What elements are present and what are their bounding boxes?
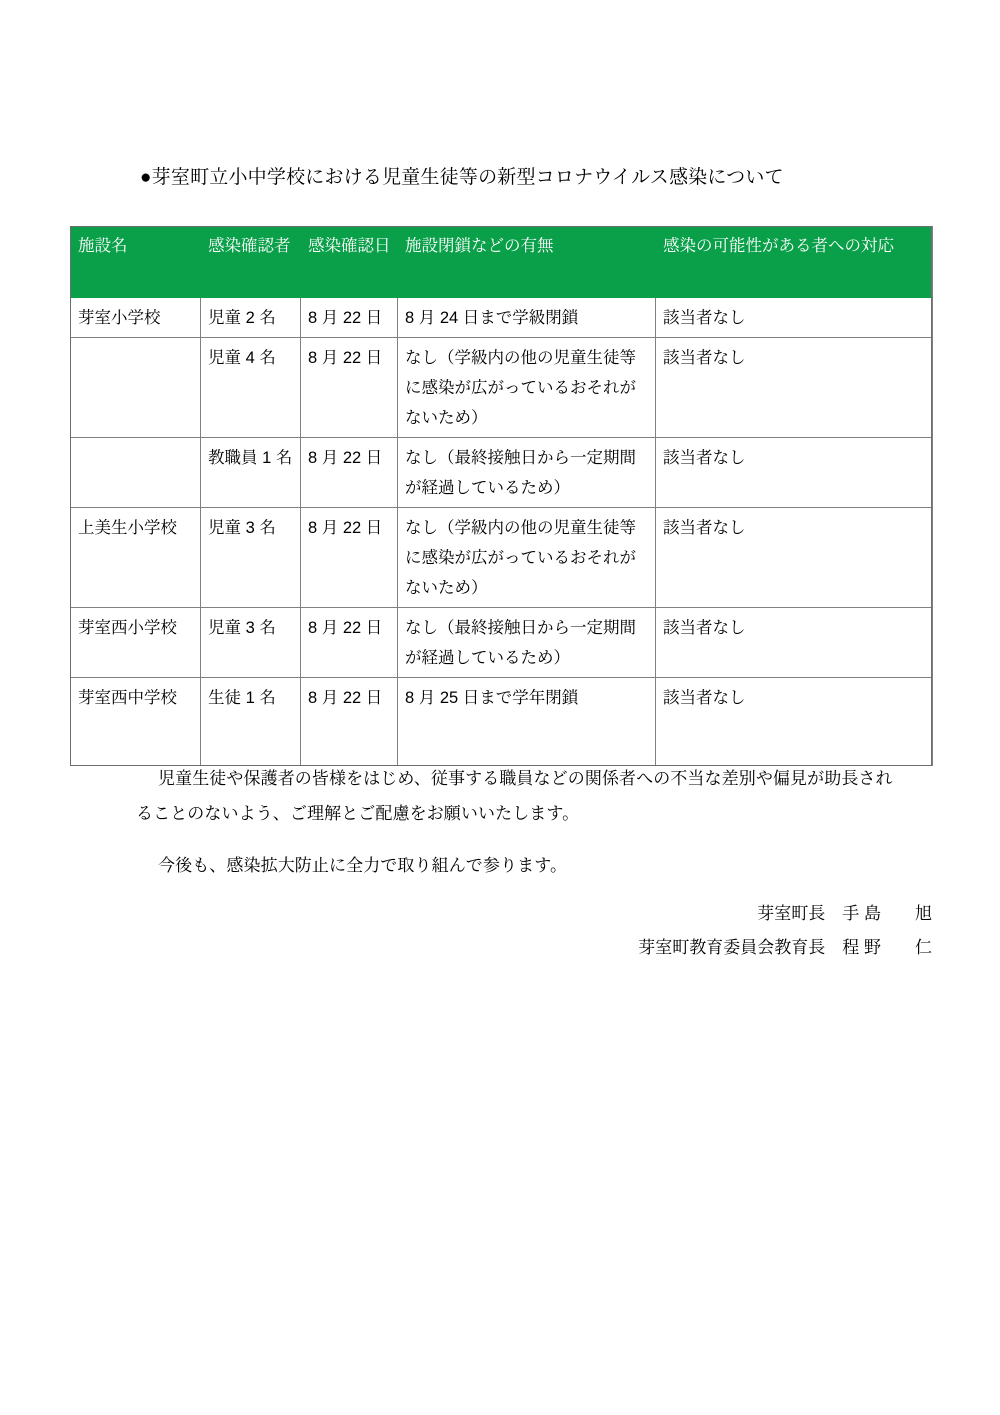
- table-row: [71, 678, 933, 766]
- signature-education-superintendent: 芽室町教育委員会教育長 程 野 仁: [638, 938, 932, 957]
- cell-facility: [71, 338, 201, 438]
- cell-closure: なし（最終接触日から一定期間が経過しているため）: [398, 608, 656, 678]
- cell-facility: 上美生小学校: [71, 508, 201, 608]
- cell-closure: 8 月 24 日まで学級閉鎖: [398, 298, 656, 338]
- cell-response: 該当者なし: [656, 608, 933, 678]
- infection-table: [70, 226, 933, 766]
- cell-facility: 芽室西小学校: [71, 608, 201, 678]
- cell-facility: 芽室西中学校: [71, 678, 201, 766]
- cell-closure: なし（学級内の他の児童生徒等に感染が広がっているおそれがないため）: [398, 508, 656, 608]
- cell-response: 該当者なし: [656, 298, 933, 338]
- cell-confirmed-person: 生徒 1 名: [201, 678, 301, 766]
- table-header-row: [71, 227, 933, 298]
- column-header-facility: 施設名: [71, 227, 201, 298]
- cell-response: 該当者なし: [656, 678, 933, 766]
- cell-facility: 芽室小学校: [71, 298, 201, 338]
- table-row: [71, 298, 933, 338]
- notice-paragraph-prevention: 今後も、感染拡大防止に全力で取り組んで参ります。: [158, 856, 568, 875]
- cell-confirmed-person: 児童 4 名: [201, 338, 301, 438]
- column-header-confirmed-person: 感染確認者: [201, 227, 301, 298]
- column-header-confirmed-date: 感染確認日: [301, 227, 398, 298]
- cell-confirmed-date: 8 月 22 日: [301, 508, 398, 608]
- table-header: [71, 227, 933, 298]
- table-row: [71, 338, 933, 438]
- table-body: [71, 298, 933, 766]
- cell-confirmed-date: 8 月 22 日: [301, 608, 398, 678]
- cell-closure: 8 月 25 日まで学年閉鎖: [398, 678, 656, 766]
- table-row: [71, 508, 933, 608]
- cell-closure: なし（最終接触日から一定期間が経過しているため）: [398, 438, 656, 508]
- cell-confirmed-person: 児童 3 名: [201, 508, 301, 608]
- cell-response: 該当者なし: [656, 338, 933, 438]
- table-row: [71, 608, 933, 678]
- cell-confirmed-date: 8 月 22 日: [301, 338, 398, 438]
- cell-confirmed-person: 教職員 1 名: [201, 438, 301, 508]
- cell-confirmed-date: 8 月 22 日: [301, 678, 398, 766]
- page-title: ●芽室町立小中学校における児童生徒等の新型コロナウイルス感染について: [140, 167, 784, 188]
- notice-paragraph-discrimination: 児童生徒や保護者の皆様をはじめ、従事する職員などの関係者への不当な差別や偏見が助長されることのないよう、ご理解とご配慮をお願いいたします。: [136, 769, 893, 823]
- infection-table-container: [70, 226, 932, 766]
- cell-facility: [71, 438, 201, 508]
- cell-closure: なし（学級内の他の児童生徒等に感染が広がっているおそれがないため）: [398, 338, 656, 438]
- signature-mayor: 芽室町長 手 島 旭: [757, 904, 932, 923]
- cell-confirmed-person: 児童 2 名: [201, 298, 301, 338]
- column-header-closure: 施設閉鎖などの有無: [398, 227, 656, 298]
- cell-response: 該当者なし: [656, 438, 933, 508]
- signature-block: [0, 897, 932, 965]
- column-header-response: 感染の可能性がある者への対応: [656, 227, 933, 298]
- cell-confirmed-date: 8 月 22 日: [301, 298, 398, 338]
- cell-response: 該当者なし: [656, 508, 933, 608]
- cell-confirmed-date: 8 月 22 日: [301, 438, 398, 508]
- cell-confirmed-person: 児童 3 名: [201, 608, 301, 678]
- table-row: [71, 438, 933, 508]
